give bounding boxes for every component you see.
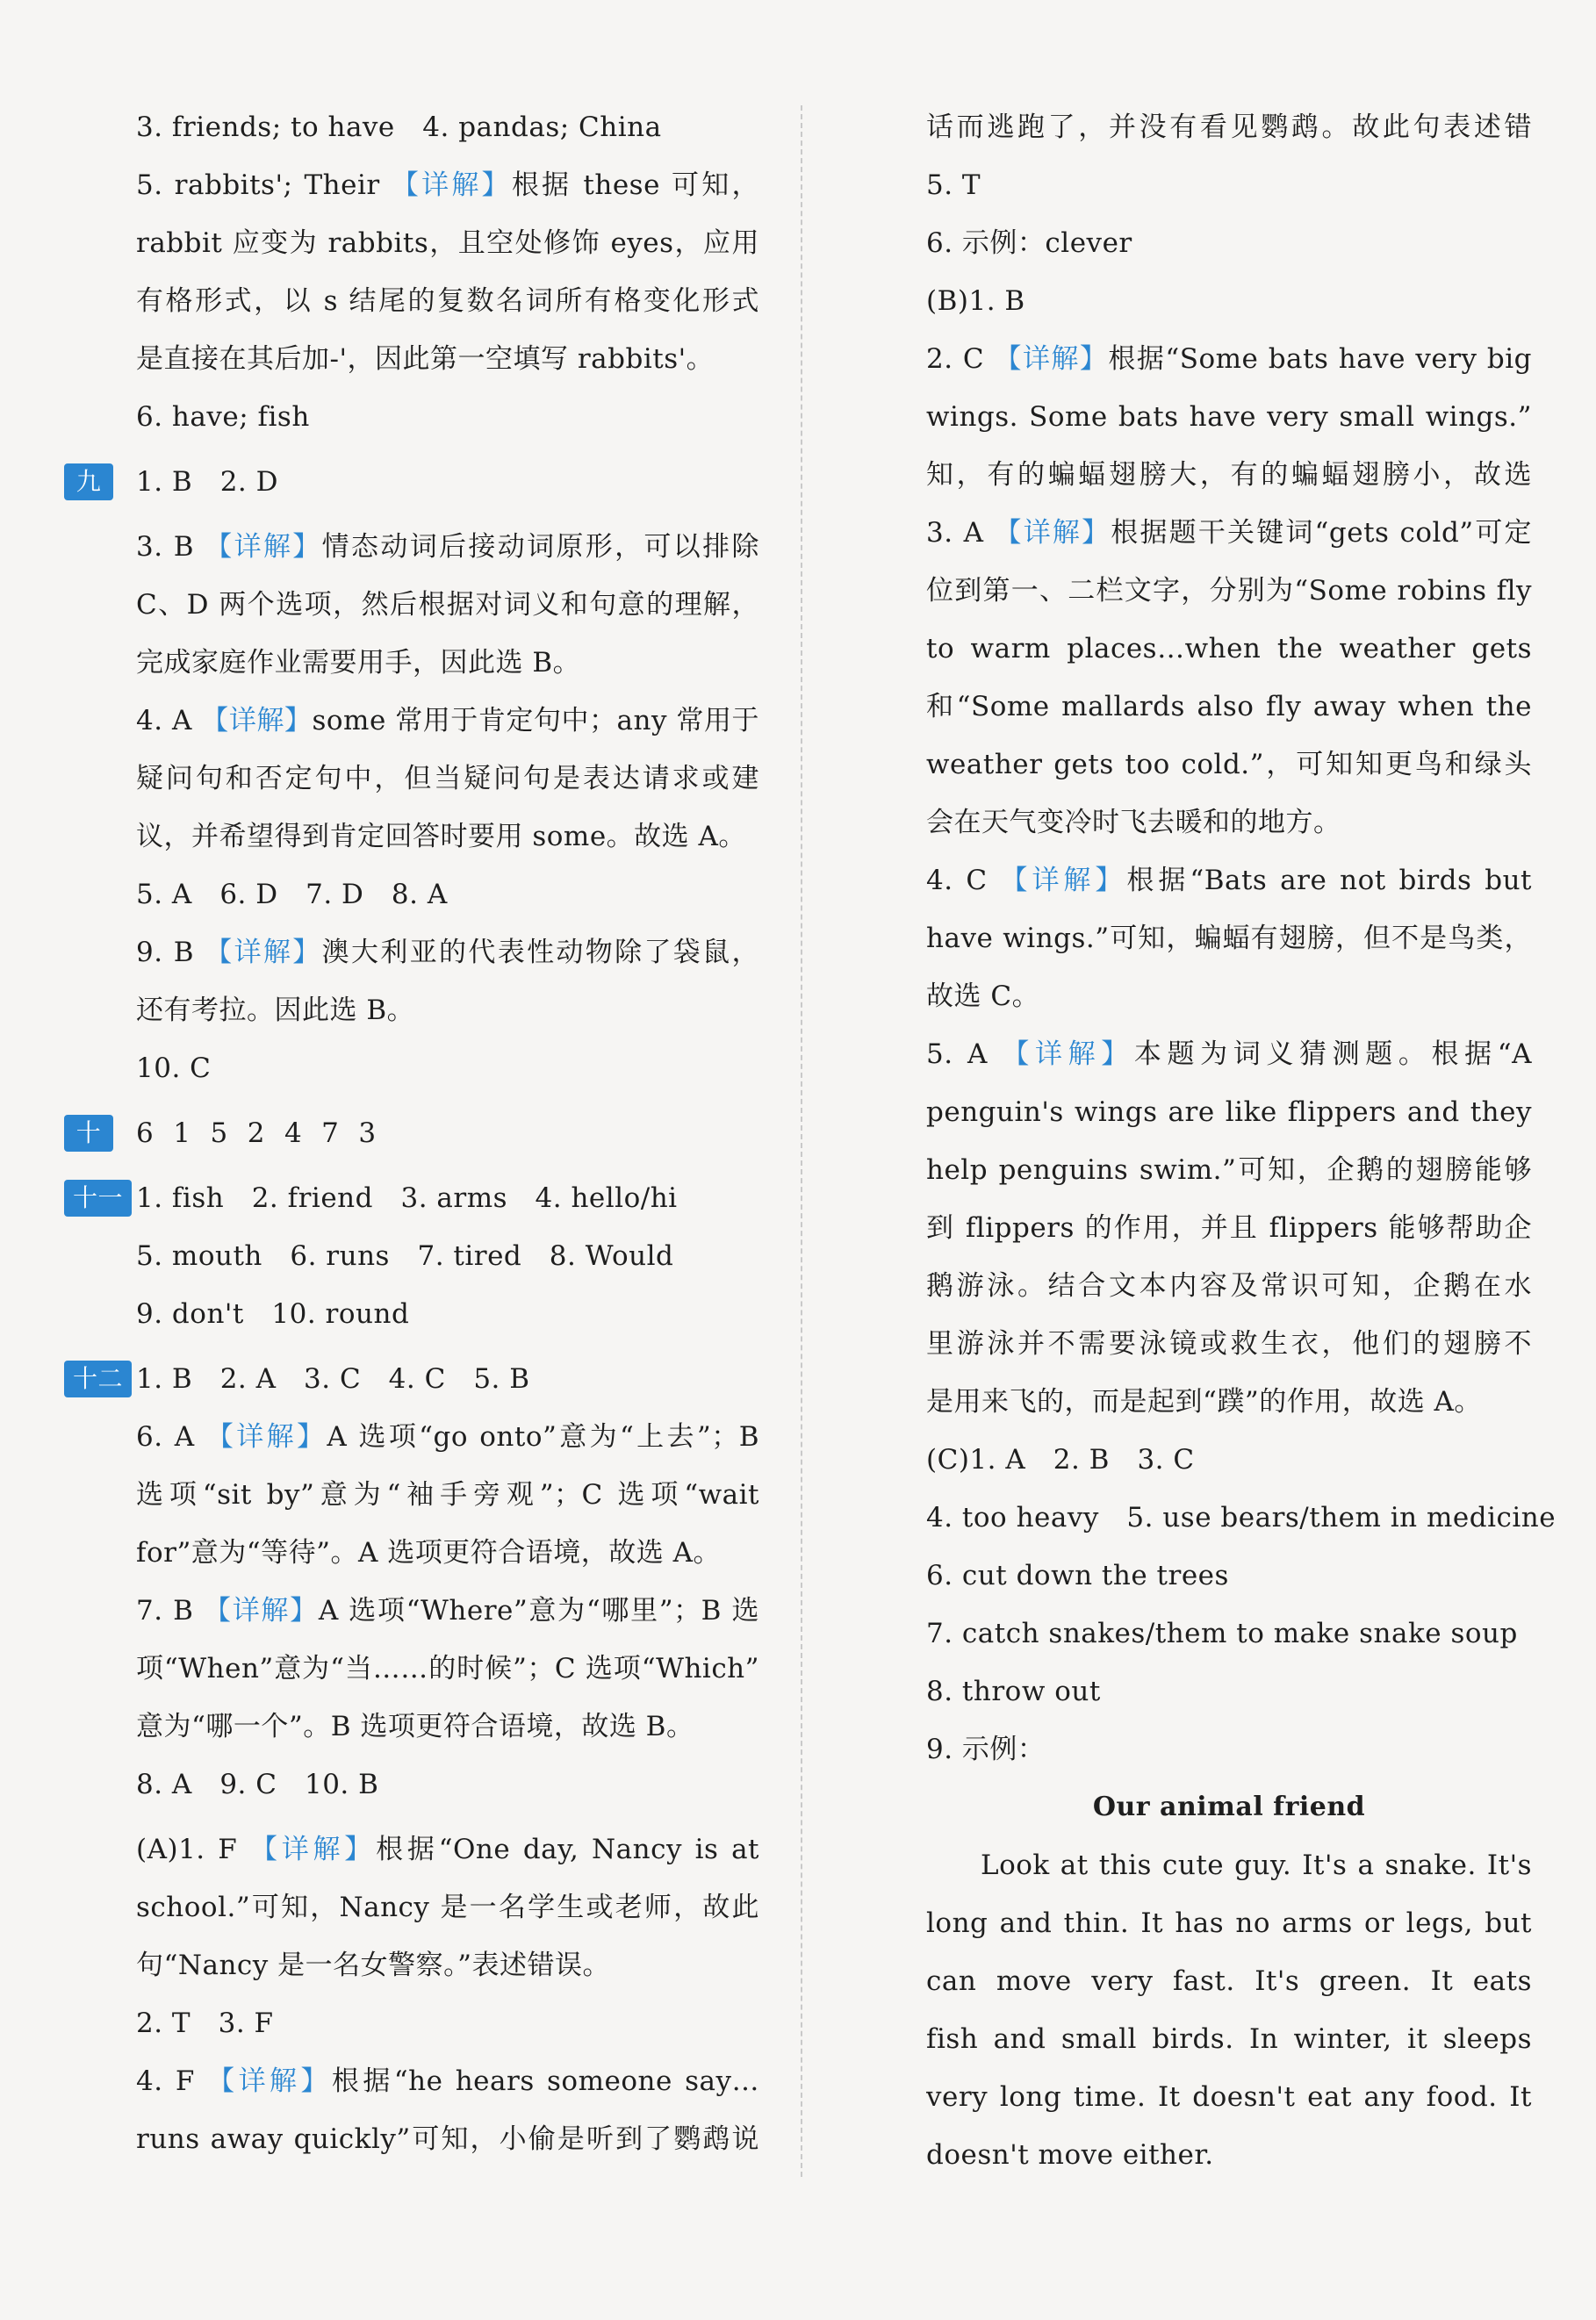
answer-line: 3. A 【详解】根据题干关键词“gets cold”可定: [926, 517, 1532, 549]
answer-line: help penguins swim.”可知，企鹅的翅膀能够: [926, 1154, 1532, 1186]
explanation-tag: 【详解】: [1000, 865, 1127, 896]
essay-line: can move very fast. It's green. It eats: [926, 1965, 1532, 1997]
section-badge-11: 十一: [64, 1180, 132, 1217]
answer-line: 会在天气变冷时飞去暖和的地方。: [926, 807, 1341, 838]
explanation-tag: 【详解】: [203, 1595, 319, 1627]
answer-line: 3. friends; to have 4. pandas; China: [136, 111, 662, 143]
answer-line: to warm places…when the weather gets: [926, 633, 1532, 664]
answer-line: rabbit 应变为 rabbits，且空处修饰 eyes，应用: [136, 227, 759, 259]
answer-line: 到 flippers 的作用，并且 flippers 能够帮助企: [926, 1212, 1532, 1244]
answer-line: 6. 示例：clever: [926, 227, 1132, 259]
essay-line: doesn't move either.: [926, 2139, 1214, 2171]
answer-line: 鹅游泳。结合文本内容及常识可知，企鹅在水: [926, 1270, 1532, 1302]
section-9-line: 九 1. B 2. D: [136, 453, 759, 511]
answer-line: school.”可知，Nancy 是一名学生或老师，故此: [136, 1892, 759, 1923]
answer-line: 7. B 【详解】A 选项“Where”意为“哪里”；B 选: [136, 1595, 759, 1627]
answer-line: C、D 两个选项，然后根据对词义和句意的理解，: [136, 589, 759, 621]
answer-line: runs away quickly”可知，小偷是听到了鹦鹉说: [136, 2123, 759, 2155]
answer-line: 6. cut down the trees: [926, 1560, 1229, 1591]
section-badge-12: 十二: [64, 1361, 132, 1397]
answer-line: 8. throw out: [926, 1676, 1101, 1707]
answer-line: 9. B 【详解】澳大利亚的代表性动物除了袋鼠，: [136, 937, 759, 968]
answer-line: 10. C: [136, 1052, 212, 1084]
explanation-tag: 【详解】: [249, 1834, 377, 1865]
essay-title: Our animal friend: [1092, 1792, 1366, 1822]
essay-line: very long time. It doesn't eat any food. It: [926, 2081, 1532, 2113]
answer-line: 4. A 【详解】some 常用于肯定句中；any 常用于: [136, 705, 759, 736]
answer-line: 项“When”意为“当……的时候”；C 选项“Which”: [136, 1653, 759, 1684]
answer-line: 知，有的蝙蝠翅膀大，有的蝙蝠翅膀小，故选: [926, 459, 1532, 491]
section-badge-9: 九: [64, 463, 113, 500]
answer-line: 5. A 【详解】本题为词义猜测题。根据“A: [926, 1038, 1532, 1070]
answer-line: 9. don't 10. round: [136, 1298, 410, 1330]
explanation-tag: 【详解】: [994, 343, 1109, 375]
answer-line: 6. A 【详解】A 选项“go onto”意为“上去”；B: [136, 1421, 759, 1453]
answer-line: 话而逃跑了，并没有看见鹦鹉。故此句表述错: [926, 111, 1532, 143]
column-divider: [801, 105, 802, 2177]
explanation-tag: 【详解】: [994, 517, 1111, 549]
answer-line: 故选 C。: [926, 980, 1040, 1012]
answer-line: 还有考拉。因此选 B。: [136, 995, 415, 1026]
answer-line: 议，并希望得到肯定回答时要用 some。故选 A。: [136, 821, 746, 852]
explanation-tag: 【详解】: [201, 705, 313, 736]
answer-line: 选项“sit by”意为“袖手旁观”；C 选项“wait: [136, 1479, 759, 1511]
answer-line: wings. Some bats have very small wings.”: [926, 401, 1532, 433]
answer-line: 6. have; fish: [136, 401, 310, 433]
answer-line: 是直接在其后加-'，因此第一空填写 rabbits'。: [136, 343, 715, 375]
explanation-tag: 【详解】: [205, 937, 322, 968]
answer-line: 2. C 【详解】根据“Some bats have very big: [926, 343, 1532, 375]
answer-line: weather gets too cold.”，可知知更鸟和绿头: [926, 749, 1532, 780]
essay-line: fish and small birds. In winter, it sleeps: [926, 2023, 1532, 2055]
essay-line: Look at this cute guy. It's a snake. It's: [981, 1850, 1532, 1881]
answer-line: 4. F 【详解】根据“he hears someone say…: [136, 2065, 759, 2097]
answer-line: 有格形式，以 s 结尾的复数名词所有格变化形式: [136, 285, 759, 317]
answer-line: penguin's wings are like flippers and they: [926, 1096, 1532, 1128]
answer-line: 8. A 9. C 10. B: [136, 1769, 379, 1800]
left-column: [73, 98, 759, 2168]
answer-line: 里游泳并不需要泳镜或救生衣，他们的翅膀不: [926, 1328, 1532, 1360]
answer-line: 3. B 【详解】情态动词后接动词原形，可以排除: [136, 531, 759, 563]
section-13-line: (A)1. F 【详解】根据“One day, Nancy is at: [136, 1821, 759, 1878]
answer-line: (C)1. A 2. B 3. C: [926, 1444, 1195, 1476]
answer-line: 位到第一、二栏文字，分别为“Some robins fly: [926, 575, 1532, 607]
section-12-line: 十二 1. B 2. A 3. C 4. C 5. B: [136, 1350, 759, 1408]
answer-line: 4. too heavy 5. use bears/them in medicine: [926, 1502, 1556, 1533]
answer-line: 5. T: [926, 169, 981, 201]
right-column: [926, 98, 1556, 2184]
explanation-tag: 【详解】: [1002, 1038, 1134, 1070]
explanation-tag: 【详解】: [205, 1421, 327, 1453]
answer-line: 疑问句和否定句中，但当疑问句是表达请求或建: [136, 763, 759, 794]
explanation-tag: 【详解】: [207, 2065, 332, 2097]
answer-line: 完成家庭作业需要用手，因此选 B。: [136, 647, 581, 679]
answer-line: 意为“哪一个”。B 选项更符合语境，故选 B。: [136, 1711, 694, 1742]
answer-line: 和“Some mallards also fly away when the: [926, 691, 1532, 722]
answer-line: 5. A 6. D 7. D 8. A: [136, 879, 448, 910]
answer-line: 句“Nancy 是一名女警察。”表述错误。: [136, 1950, 610, 1981]
answer-line: for”意为“等待”。A 选项更符合语境，故选 A。: [136, 1537, 721, 1569]
essay-line: long and thin. It has no arms or legs, but: [926, 1907, 1532, 1939]
answer-line: 5. rabbits'; Their 【详解】根据 these 可知，: [136, 169, 759, 201]
explanation-tag: 【详解】: [391, 169, 512, 201]
answer-line: 4. C 【详解】根据“Bats are not birds but: [926, 865, 1532, 896]
answer-line: (B)1. B: [926, 285, 1025, 317]
section-badge-10: 十: [64, 1115, 113, 1152]
answer-line: have wings.”可知，蝙蝠有翅膀，但不是鸟类，: [926, 923, 1532, 954]
answer-line: 是用来飞的，而是起到“蹼”的作用，故选 A。: [926, 1386, 1482, 1418]
answer-line: 7. catch snakes/them to make snake soup: [926, 1618, 1518, 1649]
answer-line: 9. 示例：: [926, 1734, 1046, 1765]
answer-line: 5. mouth 6. runs 7. tired 8. Would: [136, 1240, 674, 1272]
explanation-tag: 【详解】: [205, 531, 322, 563]
section-10-line: 十 6 1 5 2 4 7 3: [136, 1104, 759, 1162]
answer-line: 2. T 3. F: [136, 2008, 274, 2039]
section-11-line: 十一 1. fish 2. friend 3. arms 4. hello/hi: [136, 1169, 759, 1227]
